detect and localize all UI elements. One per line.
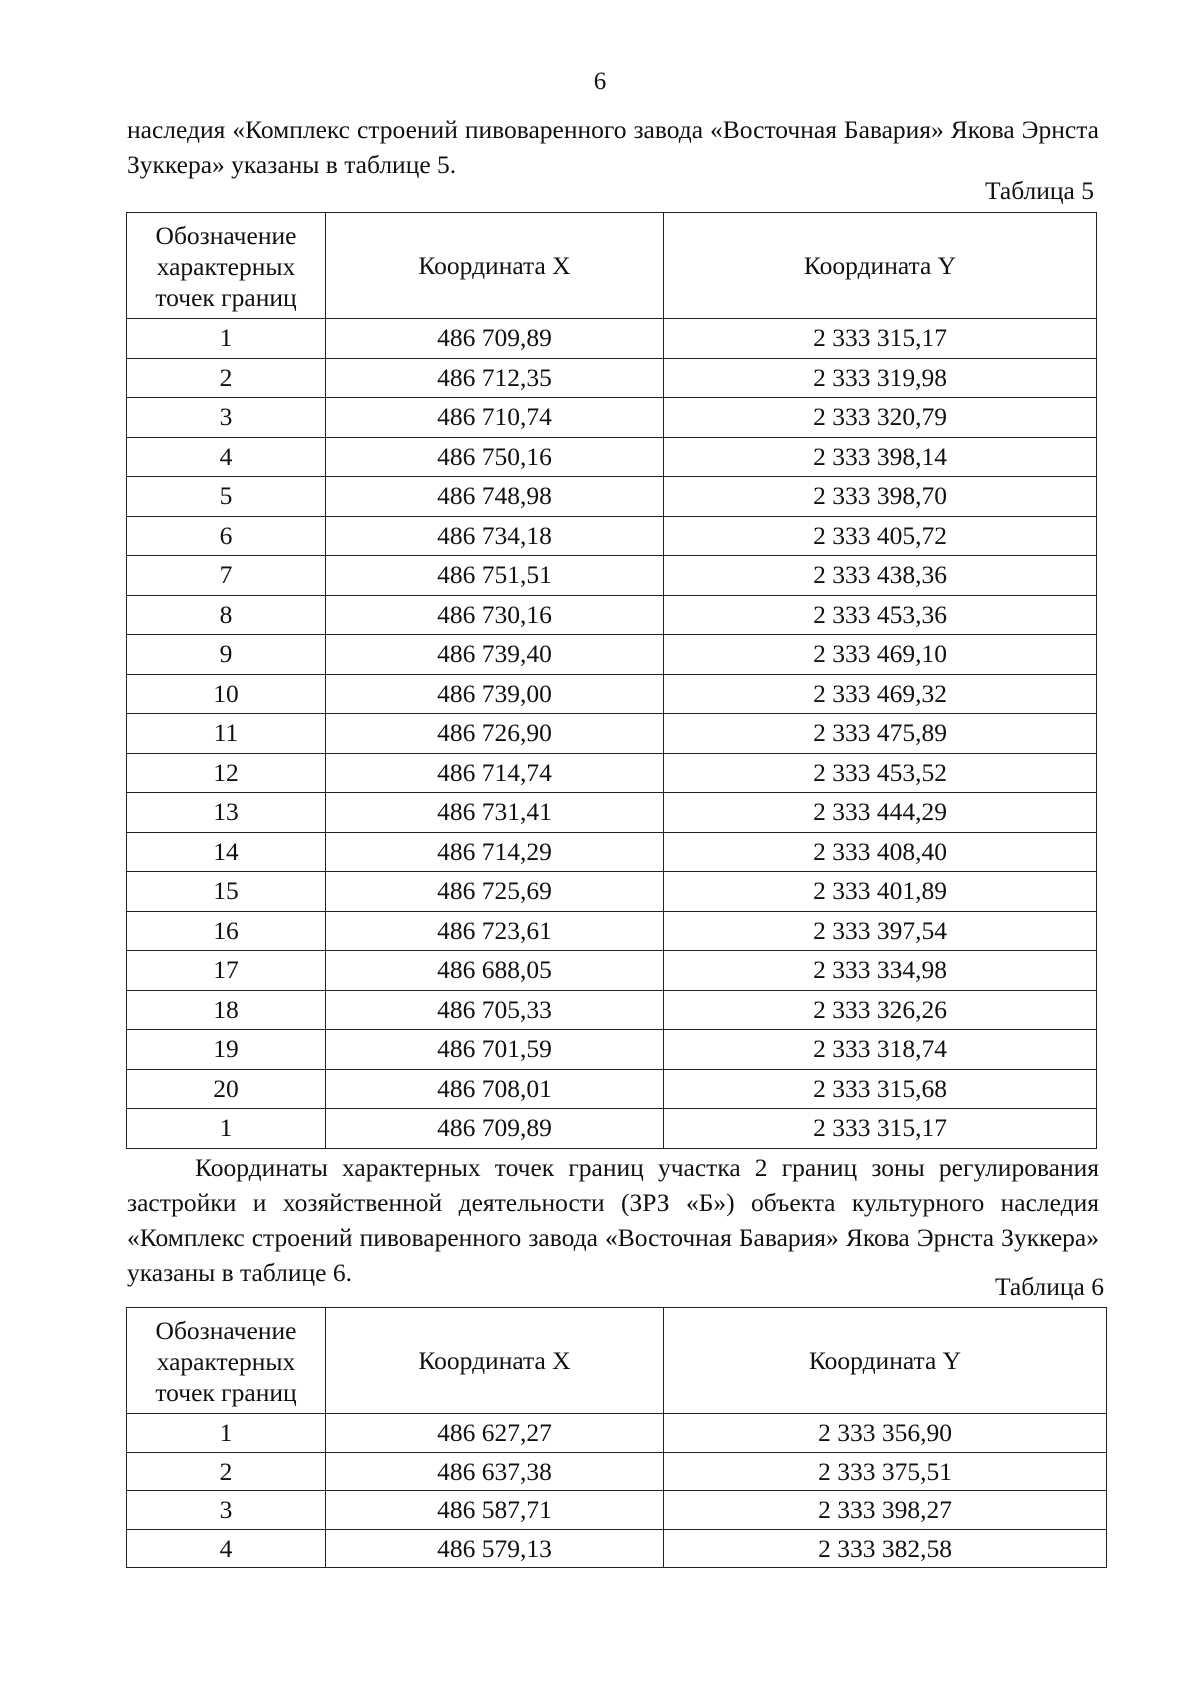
cell-coordinate-x: 486 709,89 [326,319,664,359]
table-row [127,714,1097,754]
cell-coordinate-y: 2 333 326,26 [664,990,1097,1030]
cell-coordinate-y: 2 333 398,14 [664,437,1097,477]
cell-point-number: 1 [127,319,326,359]
cell-coordinate-y: 2 333 315,17 [664,1109,1097,1149]
table-row [127,793,1097,833]
table6-paragraph: Координаты характерных точек границ участка 2 границ зоны регулирования застройки и хозяйственной деятельности (ЗРЗ «Б») объекта культурного наследия «Комплекс строений пивоваренного завода «Восточная Бавария» Якова Эрнста Зуккера» указаны в таблице 6. [127,1153,1099,1287]
cell-coordinate-x: 486 627,27 [326,1414,664,1453]
cell-coordinate-x: 486 714,74 [326,753,664,793]
cell-coordinate-y: 2 333 401,89 [664,872,1097,912]
cell-coordinate-x: 486 739,40 [326,635,664,675]
cell-coordinate-y: 2 333 319,98 [664,358,1097,398]
cell-point-number: 7 [127,556,326,596]
coordinates-table-6 [126,1307,1107,1568]
table-row [127,1529,1107,1568]
cell-coordinate-x: 486 705,33 [326,990,664,1030]
cell-point-number: 11 [127,714,326,754]
table-row [127,1069,1097,1109]
table-row [127,595,1097,635]
table-row [127,674,1097,714]
header-coordinate-x: Координата X [326,1308,664,1414]
table5-caption: Таблица 5 [984,176,1094,205]
header-point-designation: Обозначение характерных точек границ [127,1308,326,1414]
cell-coordinate-y: 2 333 375,51 [664,1452,1107,1491]
cell-coordinate-y: 2 333 320,79 [664,398,1097,438]
cell-coordinate-y: 2 333 315,68 [664,1069,1097,1109]
table-row [127,477,1097,517]
table-row [127,1414,1107,1453]
table-row [127,872,1097,912]
cell-coordinate-x: 486 734,18 [326,516,664,556]
cell-coordinate-y: 2 333 438,36 [664,556,1097,596]
cell-point-number: 1 [127,1414,326,1453]
table-header-row [127,213,1097,319]
cell-point-number: 19 [127,1030,326,1070]
cell-coordinate-x: 486 714,29 [326,832,664,872]
cell-coordinate-x: 486 637,38 [326,1452,664,1491]
cell-point-number: 17 [127,951,326,991]
cell-coordinate-y: 2 333 334,98 [664,951,1097,991]
cell-coordinate-y: 2 333 475,89 [664,714,1097,754]
header-coordinate-y: Координата Y [664,1308,1107,1414]
cell-point-number: 4 [127,437,326,477]
cell-point-number: 4 [127,1529,326,1568]
cell-coordinate-y: 2 333 469,10 [664,635,1097,675]
cell-point-number: 18 [127,990,326,1030]
table-row [127,1452,1107,1491]
cell-coordinate-x: 486 708,01 [326,1069,664,1109]
cell-coordinate-x: 486 579,13 [326,1529,664,1568]
cell-coordinate-x: 486 725,69 [326,872,664,912]
table-row [127,1030,1097,1070]
cell-coordinate-y: 2 333 453,52 [664,753,1097,793]
table-row [127,398,1097,438]
cell-coordinate-y: 2 333 408,40 [664,832,1097,872]
cell-coordinate-x: 486 731,41 [326,793,664,833]
cell-coordinate-x: 486 688,05 [326,951,664,991]
table6-caption: Таблица 6 [994,1272,1104,1301]
cell-coordinate-y: 2 333 469,32 [664,674,1097,714]
cell-coordinate-y: 2 333 356,90 [664,1414,1107,1453]
table-row [127,437,1097,477]
page-number: 6 [593,68,607,95]
cell-coordinate-x: 486 710,74 [326,398,664,438]
cell-coordinate-x: 486 723,61 [326,911,664,951]
cell-coordinate-x: 486 739,00 [326,674,664,714]
cell-coordinate-x: 486 587,71 [326,1491,664,1530]
table-row [127,951,1097,991]
cell-coordinate-x: 486 701,59 [326,1030,664,1070]
cell-coordinate-x: 486 751,51 [326,556,664,596]
cell-point-number: 20 [127,1069,326,1109]
cell-coordinate-x: 486 730,16 [326,595,664,635]
cell-coordinate-x: 486 709,89 [326,1109,664,1149]
cell-coordinate-y: 2 333 405,72 [664,516,1097,556]
cell-coordinate-y: 2 333 318,74 [664,1030,1097,1070]
cell-coordinate-x: 486 726,90 [326,714,664,754]
cell-point-number: 8 [127,595,326,635]
cell-point-number: 3 [127,1491,326,1530]
cell-coordinate-x: 486 748,98 [326,477,664,517]
cell-coordinate-x: 486 712,35 [326,358,664,398]
cell-coordinate-y: 2 333 315,17 [664,319,1097,359]
coordinates-table-5 [126,212,1097,1149]
cell-coordinate-y: 2 333 444,29 [664,793,1097,833]
table-row [127,556,1097,596]
cell-point-number: 15 [127,872,326,912]
cell-coordinate-y: 2 333 398,27 [664,1491,1107,1530]
cell-coordinate-y: 2 333 398,70 [664,477,1097,517]
cell-coordinate-y: 2 333 453,36 [664,595,1097,635]
cell-point-number: 13 [127,793,326,833]
cell-point-number: 2 [127,1452,326,1491]
cell-point-number: 2 [127,358,326,398]
cell-point-number: 6 [127,516,326,556]
header-point-designation: Обозначение характерных точек границ [127,213,326,319]
cell-point-number: 14 [127,832,326,872]
table-row [127,1491,1107,1530]
cell-point-number: 5 [127,477,326,517]
table-row [127,832,1097,872]
cell-coordinate-x: 486 750,16 [326,437,664,477]
cell-point-number: 9 [127,635,326,675]
cell-point-number: 16 [127,911,326,951]
table-row [127,753,1097,793]
cell-point-number: 12 [127,753,326,793]
table-row [127,990,1097,1030]
cell-coordinate-y: 2 333 382,58 [664,1529,1107,1568]
table-row [127,1109,1097,1149]
table-row [127,319,1097,359]
cell-point-number: 1 [127,1109,326,1149]
table-row [127,516,1097,556]
header-coordinate-y: Координата Y [664,213,1097,319]
cell-point-number: 10 [127,674,326,714]
intro-paragraph: наследия «Комплекс строений пивоваренного завода «Восточная Бавария» Якова Эрнста Зуккера» указаны в таблице 5. [127,115,1099,179]
table-row [127,635,1097,675]
cell-point-number: 3 [127,398,326,438]
cell-coordinate-y: 2 333 397,54 [664,911,1097,951]
table-row [127,911,1097,951]
table-header-row [127,1308,1107,1414]
table-row [127,358,1097,398]
header-coordinate-x: Координата X [326,213,664,319]
